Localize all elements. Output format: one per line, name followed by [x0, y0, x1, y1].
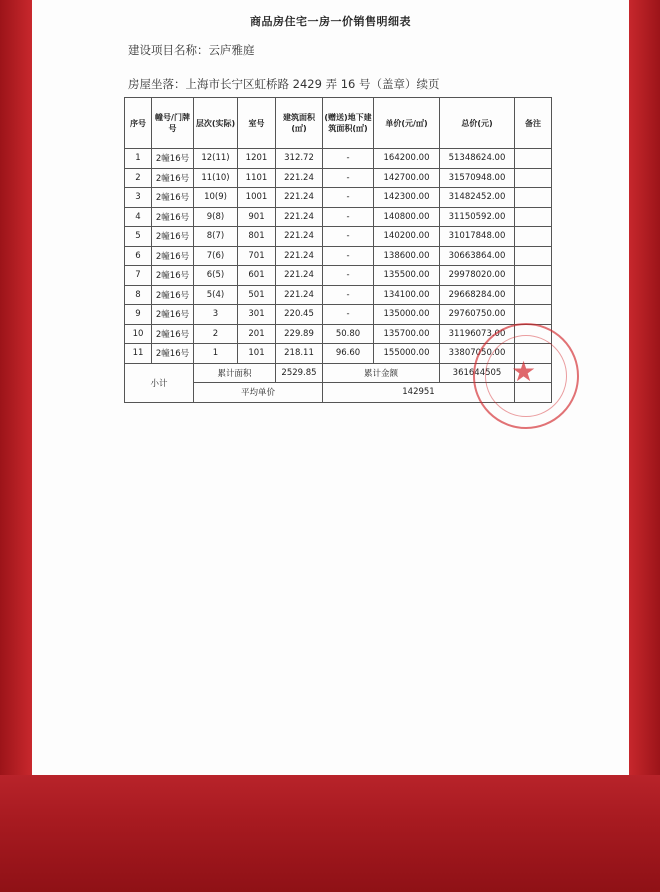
col-header-area: 建筑面积(㎡)	[276, 98, 323, 149]
cell-room: 201	[238, 324, 276, 344]
cell-total-price: 31196073.00	[440, 324, 515, 344]
cell-room: 1201	[238, 149, 276, 169]
cell-index: 4	[125, 207, 152, 227]
cell-index: 10	[125, 324, 152, 344]
table-row	[125, 227, 552, 247]
cell-room: 1001	[238, 188, 276, 208]
cell-basement-area: -	[323, 227, 374, 247]
cell-basement-area: -	[323, 207, 374, 227]
property-address: 房屋坐落：上海市长宁区虹桥路 2429 弄 16 号（盖章）续页	[128, 77, 440, 91]
cell-total-price: 31570948.00	[440, 168, 515, 188]
cell-unit-price: 135700.00	[374, 324, 440, 344]
cell-index: 1	[125, 149, 152, 169]
cell-building: 2幢16号	[152, 227, 194, 247]
cell-unit-price: 135000.00	[374, 305, 440, 325]
col-header-index: 序号	[125, 98, 152, 149]
document-title: 商品房住宅一房一价销售明细表	[250, 15, 411, 28]
col-header-building: 幢号/门牌号	[152, 98, 194, 149]
cell-building: 2幢16号	[152, 149, 194, 169]
cell-building: 2幢16号	[152, 207, 194, 227]
cell-floor: 1	[194, 344, 238, 364]
table-row	[125, 344, 552, 364]
cell-unit-price: 142700.00	[374, 168, 440, 188]
col-header-basement-area: (赠送)地下建筑面积(㎡)	[323, 98, 374, 149]
table-row	[125, 324, 552, 344]
cell-area: 221.24	[276, 266, 323, 286]
cell-area: 229.89	[276, 324, 323, 344]
cell-floor: 11(10)	[194, 168, 238, 188]
cell-remarks	[515, 188, 552, 208]
background-right-band	[628, 0, 660, 892]
summary-amount-label: 累计金额	[323, 363, 440, 383]
cell-remarks	[515, 324, 552, 344]
summary-empty-cell	[515, 363, 552, 383]
cell-remarks	[515, 149, 552, 169]
cell-room: 601	[238, 266, 276, 286]
cell-total-price: 30663864.00	[440, 246, 515, 266]
table-row	[125, 188, 552, 208]
cell-total-price: 51348624.00	[440, 149, 515, 169]
cell-basement-area: 96.60	[323, 344, 374, 364]
cell-unit-price: 134100.00	[374, 285, 440, 305]
cell-remarks	[515, 266, 552, 286]
cell-remarks	[515, 227, 552, 247]
cell-basement-area: -	[323, 266, 374, 286]
cell-remarks	[515, 285, 552, 305]
cell-total-price: 33807050.00	[440, 344, 515, 364]
cell-floor: 12(11)	[194, 149, 238, 169]
background-left-band	[0, 0, 32, 892]
cell-room: 901	[238, 207, 276, 227]
cell-basement-area: -	[323, 305, 374, 325]
cell-total-price: 31150592.00	[440, 207, 515, 227]
cell-area: 218.11	[276, 344, 323, 364]
col-header-room: 室号	[238, 98, 276, 149]
col-header-floor: 层次(实际)	[194, 98, 238, 149]
summary-label: 小计	[125, 363, 194, 402]
col-header-unit-price: 单价(元/㎡)	[374, 98, 440, 149]
summary-area-value: 2529.85	[276, 363, 323, 383]
cell-building: 2幢16号	[152, 168, 194, 188]
cell-basement-area: -	[323, 246, 374, 266]
cell-room: 301	[238, 305, 276, 325]
cell-basement-area: -	[323, 168, 374, 188]
cell-floor: 6(5)	[194, 266, 238, 286]
table-row	[125, 305, 552, 325]
table-row	[125, 207, 552, 227]
cell-index: 2	[125, 168, 152, 188]
seal-star-icon: ★	[511, 355, 537, 388]
cell-total-price: 29668284.00	[440, 285, 515, 305]
cell-building: 2幢16号	[152, 305, 194, 325]
cell-unit-price: 135500.00	[374, 266, 440, 286]
cell-room: 501	[238, 285, 276, 305]
cell-unit-price: 142300.00	[374, 188, 440, 208]
cell-area: 221.24	[276, 227, 323, 247]
cell-floor: 7(6)	[194, 246, 238, 266]
cell-total-price: 29760750.00	[440, 305, 515, 325]
cell-room: 101	[238, 344, 276, 364]
cell-area: 221.24	[276, 285, 323, 305]
cell-area: 221.24	[276, 207, 323, 227]
cell-remarks	[515, 305, 552, 325]
summary-avg-value: 142951	[323, 383, 515, 403]
cell-room: 1101	[238, 168, 276, 188]
cell-room: 801	[238, 227, 276, 247]
cell-total-price: 31017848.00	[440, 227, 515, 247]
cell-remarks	[515, 344, 552, 364]
cell-unit-price: 140200.00	[374, 227, 440, 247]
project-name: 建设项目名称：云庐雅庭	[128, 43, 255, 57]
cell-index: 3	[125, 188, 152, 208]
cell-index: 6	[125, 246, 152, 266]
cell-floor: 8(7)	[194, 227, 238, 247]
cell-basement-area: 50.80	[323, 324, 374, 344]
cell-building: 2幢16号	[152, 285, 194, 305]
summary-area-label: 累计面积	[194, 363, 276, 383]
cell-index: 5	[125, 227, 152, 247]
cell-basement-area: -	[323, 188, 374, 208]
col-header-total-price: 总价(元)	[440, 98, 515, 149]
cell-building: 2幢16号	[152, 324, 194, 344]
cell-unit-price: 155000.00	[374, 344, 440, 364]
table-row	[125, 149, 552, 169]
cell-floor: 3	[194, 305, 238, 325]
summary-empty-cell	[515, 383, 552, 403]
cell-floor: 10(9)	[194, 188, 238, 208]
cell-floor: 9(8)	[194, 207, 238, 227]
summary-row	[125, 363, 552, 383]
cell-building: 2幢16号	[152, 246, 194, 266]
cell-building: 2幢16号	[152, 266, 194, 286]
summary-amount-value: 361644505	[440, 363, 515, 383]
cell-basement-area: -	[323, 285, 374, 305]
cell-unit-price: 164200.00	[374, 149, 440, 169]
cell-building: 2幢16号	[152, 344, 194, 364]
cell-room: 701	[238, 246, 276, 266]
cell-building: 2幢16号	[152, 188, 194, 208]
cell-area: 221.24	[276, 188, 323, 208]
cell-basement-area: -	[323, 149, 374, 169]
cell-index: 8	[125, 285, 152, 305]
cell-area: 220.45	[276, 305, 323, 325]
cell-area: 221.24	[276, 168, 323, 188]
cell-total-price: 29978020.00	[440, 266, 515, 286]
cell-index: 11	[125, 344, 152, 364]
cell-area: 221.24	[276, 246, 323, 266]
table-row	[125, 285, 552, 305]
background-bottom-band	[0, 775, 660, 892]
sales-price-table	[124, 97, 552, 403]
cell-floor: 2	[194, 324, 238, 344]
cell-floor: 5(4)	[194, 285, 238, 305]
table-header-row	[125, 98, 552, 149]
cell-remarks	[515, 168, 552, 188]
table-row	[125, 168, 552, 188]
summary-avg-label: 平均单价	[194, 383, 323, 403]
cell-remarks	[515, 207, 552, 227]
cell-index: 9	[125, 305, 152, 325]
cell-remarks	[515, 246, 552, 266]
cell-index: 7	[125, 266, 152, 286]
cell-unit-price: 138600.00	[374, 246, 440, 266]
col-header-remarks: 备注	[515, 98, 552, 149]
cell-unit-price: 140800.00	[374, 207, 440, 227]
cell-area: 312.72	[276, 149, 323, 169]
table-row	[125, 246, 552, 266]
cell-total-price: 31482452.00	[440, 188, 515, 208]
table-row	[125, 266, 552, 286]
